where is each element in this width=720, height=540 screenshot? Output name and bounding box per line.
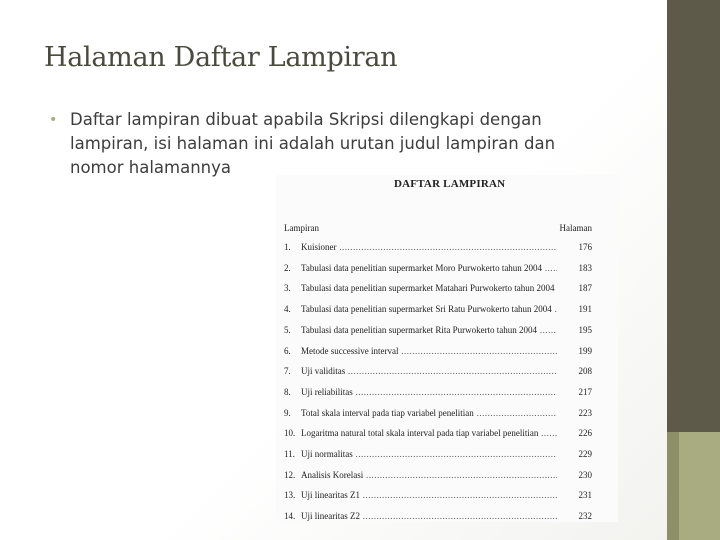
bullet-item — [49, 108, 612, 180]
lampiran-title: Kuisioner ..... — [301, 242, 557, 252]
lampiran-page: 231 — [578, 490, 592, 501]
lampiran-title: Tabulasi data penelitian supermarket Sri Ratu Purwokerto tahun 2004 ..... — [301, 304, 557, 314]
lampiran-page: 223 — [578, 407, 592, 418]
lampiran-page: 183 — [578, 262, 592, 273]
lampiran-number: 7. — [284, 366, 291, 377]
lampiran-title: Tabulasi data penelitian supermarket Rita Purwokerto tahun 2004 ..... — [301, 325, 557, 335]
lampiran-row — [284, 325, 592, 337]
lampiran-title: Analisis Korelasi ..... — [301, 470, 557, 480]
bullet-dot-icon: • — [49, 112, 58, 128]
lampiran-title: Metode successive interval ..... — [301, 346, 557, 356]
column-header-lampiran: Lampiran — [284, 223, 319, 233]
lampiran-page: 195 — [578, 324, 592, 335]
lampiran-page: 208 — [578, 366, 592, 377]
lampiran-number: 14. — [284, 511, 296, 522]
lampiran-number: 13. — [284, 490, 296, 501]
lampiran-row — [284, 283, 592, 295]
lampiran-page: 232 — [578, 511, 592, 522]
lampiran-title: Uji normalitas ..... — [301, 449, 557, 459]
document-heading: DAFTAR LAMPIRAN — [394, 178, 506, 190]
lampiran-title: Total skala interval pada tiap variabel penelitian ..... — [301, 408, 557, 418]
lampiran-title: Uji reliabilitas ..... — [301, 387, 557, 397]
lampiran-number: 3. — [284, 283, 291, 294]
lampiran-title: Uji validitas ..... — [301, 366, 557, 376]
lampiran-page: 199 — [578, 345, 592, 356]
lampiran-number: 1. — [284, 242, 291, 252]
lampiran-number: 6. — [284, 345, 291, 356]
column-header-halaman: Halaman — [559, 223, 592, 233]
lampiran-row — [284, 511, 592, 523]
lampiran-number: 8. — [284, 386, 291, 397]
bullet-text: Daftar lampiran dibuat apabila Skripsi dilengkapi dengan lampiran, isi halaman ini adalah urutan judul lampiran dan nomor halamannya — [70, 110, 556, 177]
side-accent-stripe — [667, 432, 679, 540]
lampiran-page: 230 — [578, 469, 592, 480]
lampiran-row — [284, 263, 592, 275]
lampiran-number: 11. — [284, 449, 295, 459]
lampiran-page: 191 — [578, 304, 592, 315]
lampiran-number: 2. — [284, 262, 291, 273]
lampiran-number: 5. — [284, 324, 291, 335]
lampiran-row — [284, 304, 592, 316]
lampiran-row — [284, 490, 592, 502]
lampiran-number: 10. — [284, 428, 296, 439]
lampiran-row — [284, 428, 592, 440]
slide-title: Halaman Daftar Lampiran — [44, 42, 398, 73]
lampiran-title: Logaritma natural total skala interval pada tiap variabel penelitian ..... — [301, 428, 557, 438]
lampiran-row — [284, 470, 592, 482]
lampiran-row — [284, 346, 592, 358]
lampiran-title: Tabulasi data penelitian supermarket Moro Purwokerto tahun 2004 ..... — [301, 263, 557, 273]
lampiran-row — [284, 449, 592, 461]
lampiran-row — [284, 242, 592, 254]
lampiran-page: 229 — [578, 449, 592, 459]
lampiran-title: Tabulasi data penelitian supermarket Matahari Purwokerto tahun 2004 ..... — [301, 283, 557, 293]
lampiran-title: Uji linearitas Z2 ..... — [301, 511, 557, 521]
lampiran-row — [284, 387, 592, 399]
lampiran-number: 12. — [284, 469, 296, 480]
lampiran-title: Uji linearitas Z1 ..... — [301, 490, 557, 500]
lampiran-page: 226 — [578, 428, 592, 439]
lampiran-row — [284, 366, 592, 378]
lampiran-page: 176 — [578, 242, 592, 252]
lampiran-row — [284, 408, 592, 420]
lampiran-number: 4. — [284, 304, 291, 315]
lampiran-page: 187 — [578, 283, 592, 294]
lampiran-page: 217 — [578, 386, 592, 397]
lampiran-number: 9. — [284, 407, 291, 418]
